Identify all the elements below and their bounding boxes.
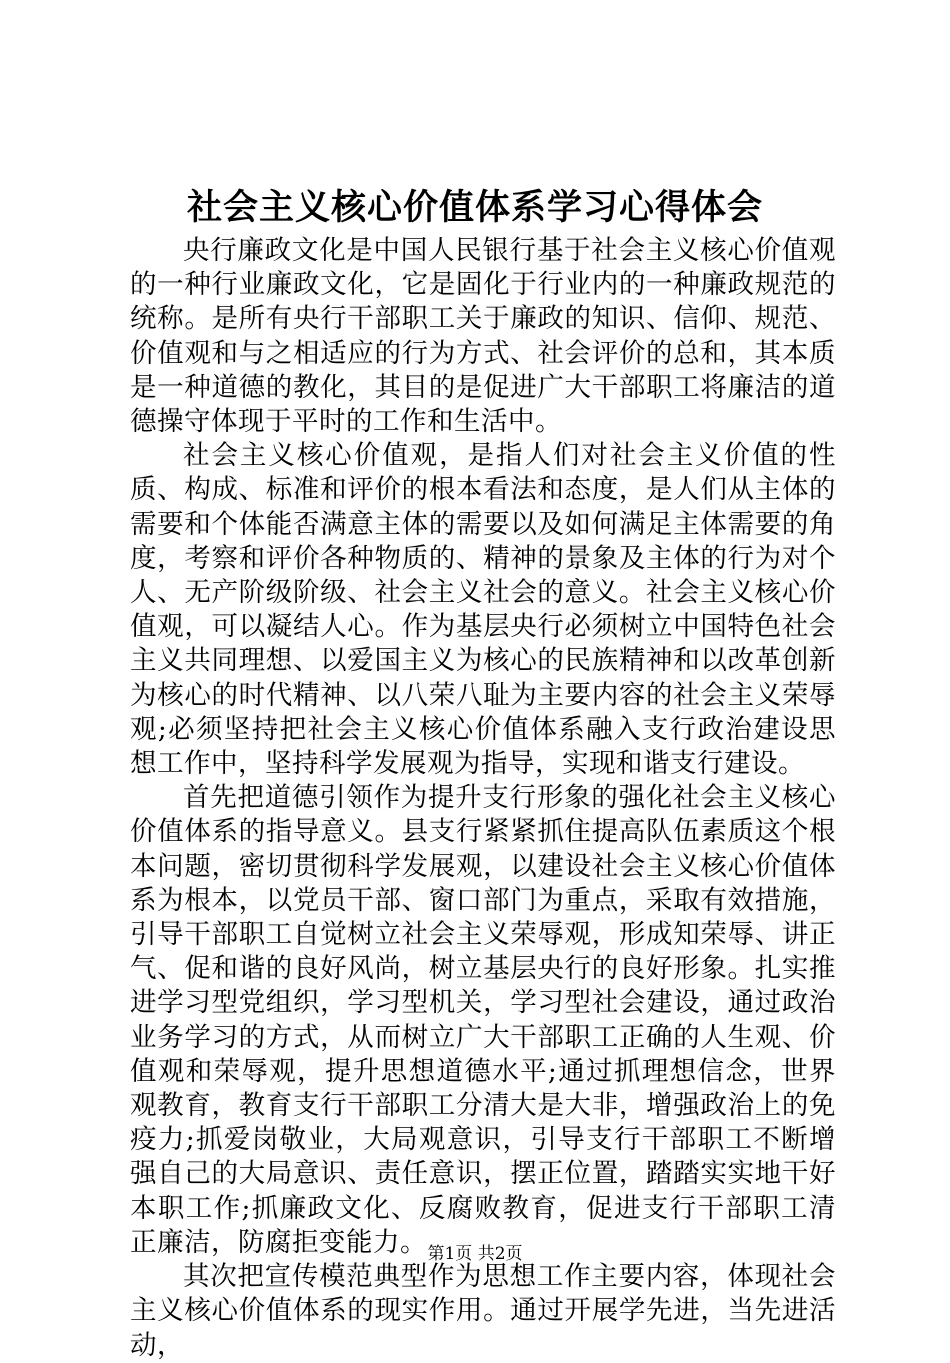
page-footer: 第1页 共2页 [427, 1244, 523, 1264]
paragraph-2: 社会主义核心价值观，是指人们对社会主义价值的性质、构成、标准和评价的根本看法和态度，是人们从主体的需要和个体能否满意主体的需要以及如何满足主体需要的角度，考察和评价各种物质的、精神的景象及主体的行为对个人、无产阶级阶级、社会主义社会的意义。社会主义核心价值观，可以凝结人心。作为基层央行必须树立中国特色社会主义共同理想、以爱国主义为核心的民族精神和以改革创新为核心的时代精神、以八荣八耻为主要内容的社会主义荣辱观;必须坚持把社会主义核心价值体系融入支行政治建设思想工作中，坚持科学发展观为指导，实现和谐支行建设。 [130, 440, 836, 780]
document-title: 社会主义核心价值体系学习心得体会 [186, 187, 763, 228]
paragraph-1: 央行廉政文化是中国人民银行基于社会主义核心价值观的一种行业廉政文化，它是固化于行业内的一种廉政规范的统称。是所有央行干部职工关于廉政的知识、信仰、规范、价值观和与之相适应的行为方式、社会评价的总和，其本质是一种道德的教化，其目的是促进广大干部职工将廉洁的道德操守体现于平时的工作和生活中。 [130, 235, 836, 438]
paragraph-3: 首先把道德引领作为提升支行形象的强化社会主义核心价值体系的指导意义。县支行紧紧抓住提高队伍素质这个根本问题，密切贯彻科学发展观，以建设社会主义核心价值体系为根本，以党员干部、窗口部门为重点，采取有效措施，引导干部职工自觉树立社会主义荣辱观，形成知荣辱、讲正气、促和谐的良好风尚，树立基层央行的良好形象。扎实推进学习型党组织，学习型机关，学习型社会建设，通过政治业务学习的方式，从而树立广大干部职工正确的人生观、价值观和荣辱观，提升思想道德水平;通过抓理想信念，世界观教育，教育支行干部职工分清大是大非，增强政治上的免疫力;抓爱岗敬业，大局观意识，引导支行干部职工不断增强自己的大局意识、责任意识，摆正位置，踏踏实实地干好本职工作;抓廉政文化、反腐败教育，促进支行干部职工清正廉洁，防腐拒变能力。 [130, 782, 836, 1258]
paragraph-4: 其次把宣传模范典型作为思想工作主要内容，体现社会主义核心价值体系的现实作用。通过开展学先进，当先进活动， [130, 1261, 836, 1361]
document-body [130, 234, 836, 1363]
